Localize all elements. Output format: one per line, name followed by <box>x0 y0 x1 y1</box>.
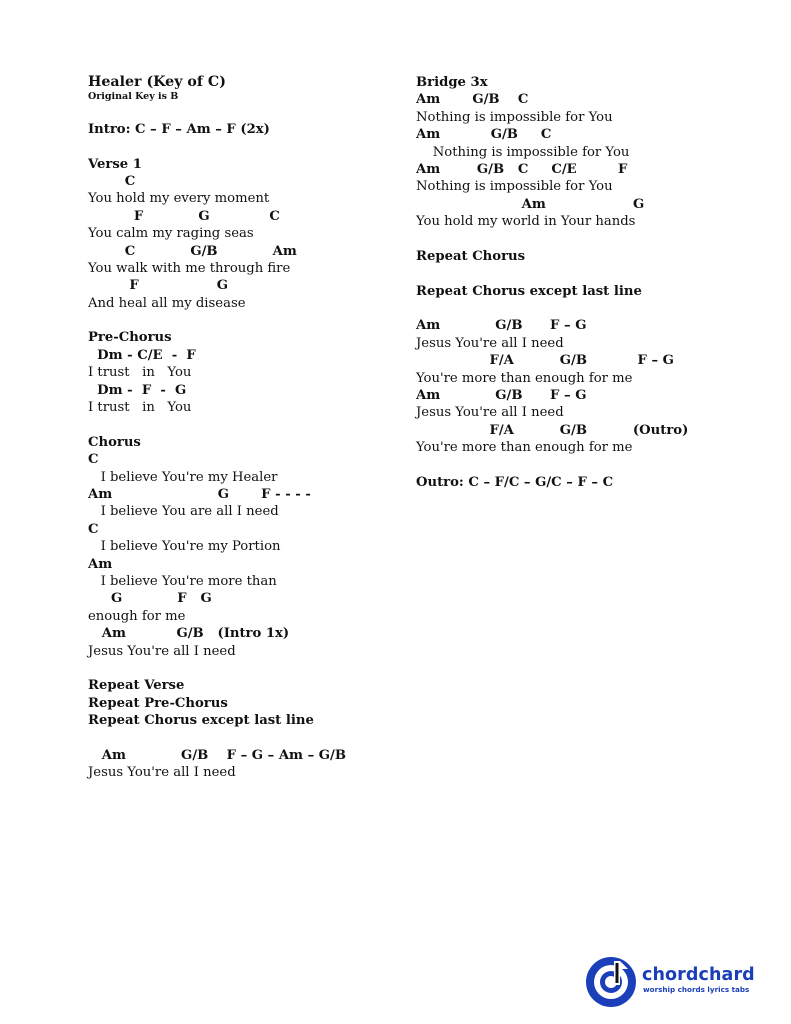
lyric-line: You walk with me through fire <box>88 260 291 276</box>
blank-line <box>88 729 388 746</box>
lyric-line: I trust in You <box>88 400 192 416</box>
lyric-line: You hold my world in Your hands <box>416 214 636 230</box>
lyric-line: You're more than enough for me <box>416 370 633 386</box>
chord-or-heading-line: Am G/B F – G – Am – G/B <box>88 747 347 763</box>
chord-or-heading-line: Chorus <box>88 434 141 450</box>
lyric-line: You calm my raging seas <box>88 226 254 242</box>
blank-line <box>416 300 746 317</box>
lyric-line: enough for me <box>88 608 186 624</box>
blank-line <box>88 660 388 677</box>
chord-or-heading-line: F/A G/B F – G <box>416 353 674 369</box>
blank-line <box>88 312 388 329</box>
logo-brand: chordchard <box>642 965 755 985</box>
chord-or-heading-line: Am G/B C C/E F <box>416 161 628 177</box>
chord-or-heading-line: F G C <box>88 208 280 224</box>
lyric-line: I believe You are all I need <box>88 504 279 520</box>
lyric-line: Nothing is impossible for You <box>416 179 613 195</box>
lyric-line: Original Key is B <box>88 91 179 103</box>
chord-or-heading-line: C <box>88 452 99 468</box>
lyric-line: Nothing is impossible for You <box>416 109 613 125</box>
lyric-line: Jesus You're all I need <box>88 765 236 781</box>
chord-or-heading-line: C G/B Am <box>88 243 297 259</box>
blank-line <box>88 416 388 433</box>
chord-or-heading-line: Am G/B C <box>416 92 529 108</box>
chord-or-heading-line: Am G F - - - - <box>88 486 311 502</box>
lyric-line: Jesus You're all I need <box>416 335 564 351</box>
chord-or-heading-line: Repeat Chorus except last line <box>88 713 314 729</box>
chord-or-heading-line: Am G/B F – G <box>416 318 587 334</box>
lyric-line: Jesus You're all I need <box>88 643 236 659</box>
chord-or-heading-line: Repeat Chorus <box>416 248 526 264</box>
chord-or-heading-line: Outro: C – F/C – G/C – F – C <box>416 474 614 490</box>
chord-or-heading-line: Dm - F - G <box>88 382 187 398</box>
lyric-line: I believe You're my Healer <box>88 469 278 485</box>
blank-line <box>416 457 746 474</box>
chord-or-heading-line: Am G/B F – G <box>416 388 587 404</box>
chord-or-heading-line: Dm - C/E - F <box>88 347 196 363</box>
chord-or-heading-line: Repeat Pre-Chorus <box>88 695 228 711</box>
lyric-line: You're more than enough for me <box>416 440 633 456</box>
chord-or-heading-line: Bridge 3x <box>416 75 488 90</box>
chord-or-heading-line: Am G <box>416 196 645 212</box>
chord-or-heading-line: F/A G/B (Outro) <box>416 422 689 438</box>
lyric-line: And heal all my disease <box>88 295 246 311</box>
logo-tagline: worship chords lyrics tabs <box>643 985 750 994</box>
chord-or-heading-line: Am G/B (Intro 1x) <box>88 626 290 642</box>
blank-line <box>88 138 388 155</box>
chord-or-heading-line: Repeat Verse <box>88 678 185 694</box>
chord-or-heading-line: Am G/B C <box>416 127 552 143</box>
chord-or-heading-line: F G <box>88 278 228 294</box>
chord-or-heading-line: G F G <box>88 591 212 607</box>
chordchard-logo[interactable] <box>584 955 764 1010</box>
lyric-line: I believe You're more than <box>88 573 277 589</box>
chord-or-heading-line: C <box>88 173 136 189</box>
chord-or-heading-line: Am <box>88 556 113 572</box>
lyric-line: Nothing is impossible for You <box>416 144 630 160</box>
right-column <box>416 74 746 491</box>
chord-or-heading-line: Repeat Chorus except last line <box>416 283 642 299</box>
chord-or-heading-line: Pre-Chorus <box>88 330 172 346</box>
chord-or-heading-line: C <box>88 521 99 537</box>
left-column <box>88 74 388 782</box>
lyric-line: I believe You're my Portion <box>88 539 281 555</box>
chord-or-heading-line: Verse 1 <box>88 156 142 172</box>
lyric-line: You hold my every moment <box>88 191 270 207</box>
lyric-line: I trust in You <box>88 365 192 381</box>
blank-line <box>416 231 746 248</box>
blank-line <box>416 265 746 282</box>
blank-line <box>88 103 388 120</box>
chordchard-logo-icon <box>584 955 638 1009</box>
lyric-line: Jesus You're all I need <box>416 405 564 421</box>
chord-or-heading-line: Healer (Key of C) <box>88 74 226 90</box>
chord-or-heading-line: Intro: C – F – Am – F (2x) <box>88 121 270 137</box>
